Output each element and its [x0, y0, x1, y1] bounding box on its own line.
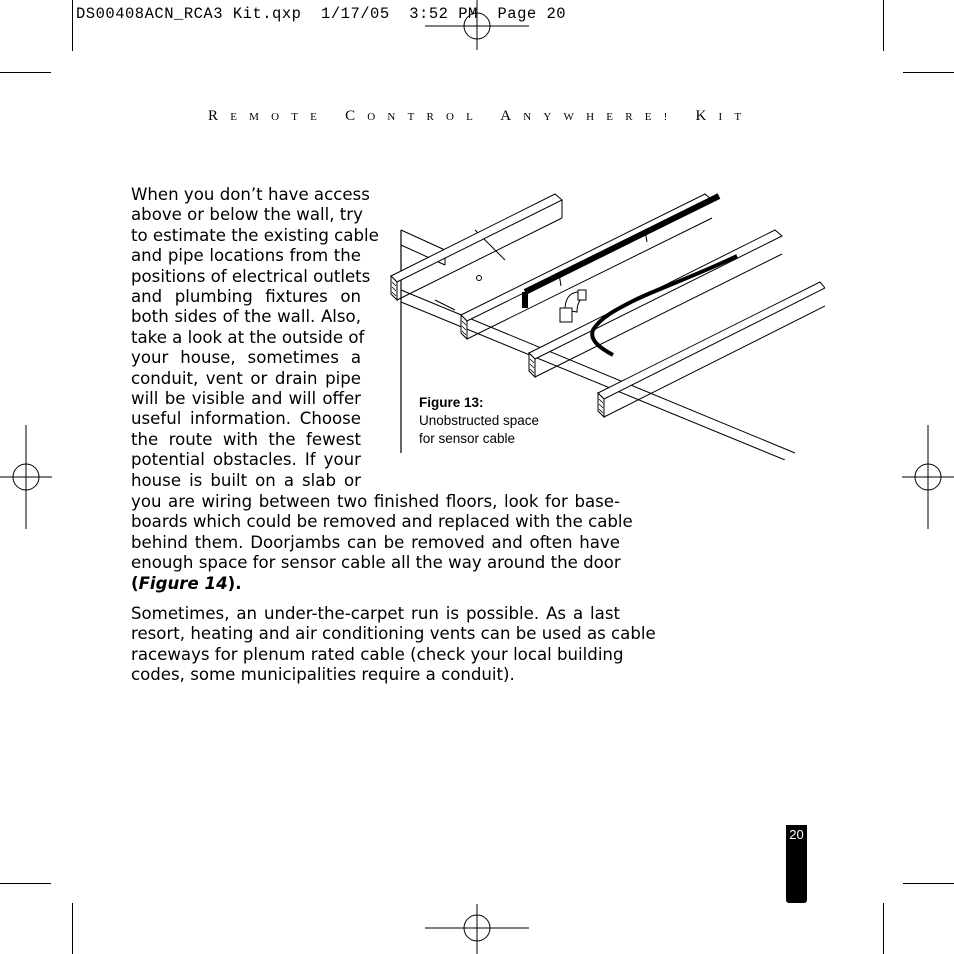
- figure-caption: [419, 394, 539, 448]
- text-line: the route with the fewest: [131, 429, 361, 449]
- figure-label: Figure 13:: [419, 395, 484, 410]
- text-line: resort, heating and air conditioning vents can be used as cable: [131, 624, 656, 644]
- text-line: codes, some municipalities require a conduit).: [131, 665, 515, 685]
- running-head-word: REMOTE: [208, 108, 330, 124]
- body-paragraph-2: [131, 604, 656, 686]
- text-line: enough space for sensor cable all the way around the door: [131, 553, 621, 573]
- text-line: raceways for plenum rated cable (check your local building: [131, 644, 624, 664]
- text-line: and pipe locations from the: [131, 246, 361, 266]
- text-line: boards which could be removed and replaced with the cable: [131, 512, 633, 532]
- text-line: your house, sometimes a: [131, 348, 361, 368]
- crop-mark: [0, 883, 51, 884]
- text-line: both sides of the wall. Also,: [131, 307, 361, 327]
- text-line: Sometimes, an under-the-carpet run is possible. As a last: [131, 604, 620, 623]
- running-head: [208, 108, 753, 125]
- text-line: behind them. Doorjambs can be removed and often have: [131, 532, 620, 552]
- text-line: house is built on a slab or: [131, 470, 361, 490]
- text-line: potential obstacles. If your: [131, 450, 361, 470]
- text-line: you are wiring between two finished floors, look for base-: [131, 492, 620, 511]
- registration-mark-bottom: [425, 902, 529, 954]
- crop-mark: [883, 0, 884, 51]
- figure-13: [375, 190, 825, 460]
- text-line: will be visible and will offer: [131, 389, 361, 409]
- registration-mark-right: [902, 425, 954, 529]
- crop-mark: [72, 903, 73, 954]
- crop-mark: [903, 883, 954, 884]
- running-head-word: ANYWHERE!: [500, 108, 680, 124]
- running-head-word: CONTROL: [345, 108, 486, 124]
- figure-reference: Figure 14: [138, 573, 228, 593]
- body-paragraph-1-wide: [131, 492, 633, 594]
- text-line: to estimate the existing cable: [131, 225, 379, 245]
- page-number-tab: [786, 825, 807, 903]
- body-paragraph-1-narrow: [131, 185, 379, 491]
- registration-mark-left: [0, 425, 52, 529]
- text-line: conduit, vent or drain pipe: [131, 368, 361, 388]
- text-line: useful information. Choose: [131, 409, 361, 429]
- crop-mark: [72, 0, 73, 51]
- text-line: and plumbing fixtures on: [131, 287, 361, 307]
- text-line: (Figure 14).: [131, 573, 242, 593]
- text-line: When you don’t have access: [131, 185, 370, 204]
- text-line: positions of electrical outlets: [131, 266, 371, 286]
- page-number: 20: [789, 827, 804, 842]
- crop-mark: [883, 903, 884, 954]
- print-slug: DS00408ACN_RCA3 Kit.qxp 1/17/05 3:52 PM Page 20: [76, 5, 567, 23]
- figure-caption-line: Unobstructed space: [419, 413, 540, 428]
- crop-mark: [903, 72, 954, 73]
- running-head-word: KIT: [695, 108, 754, 124]
- text-line: above or below the wall, try: [131, 205, 363, 225]
- crop-mark: [0, 72, 51, 73]
- text-line: take a look at the outside of: [131, 327, 365, 347]
- figure-caption-line: for sensor cable: [419, 431, 516, 446]
